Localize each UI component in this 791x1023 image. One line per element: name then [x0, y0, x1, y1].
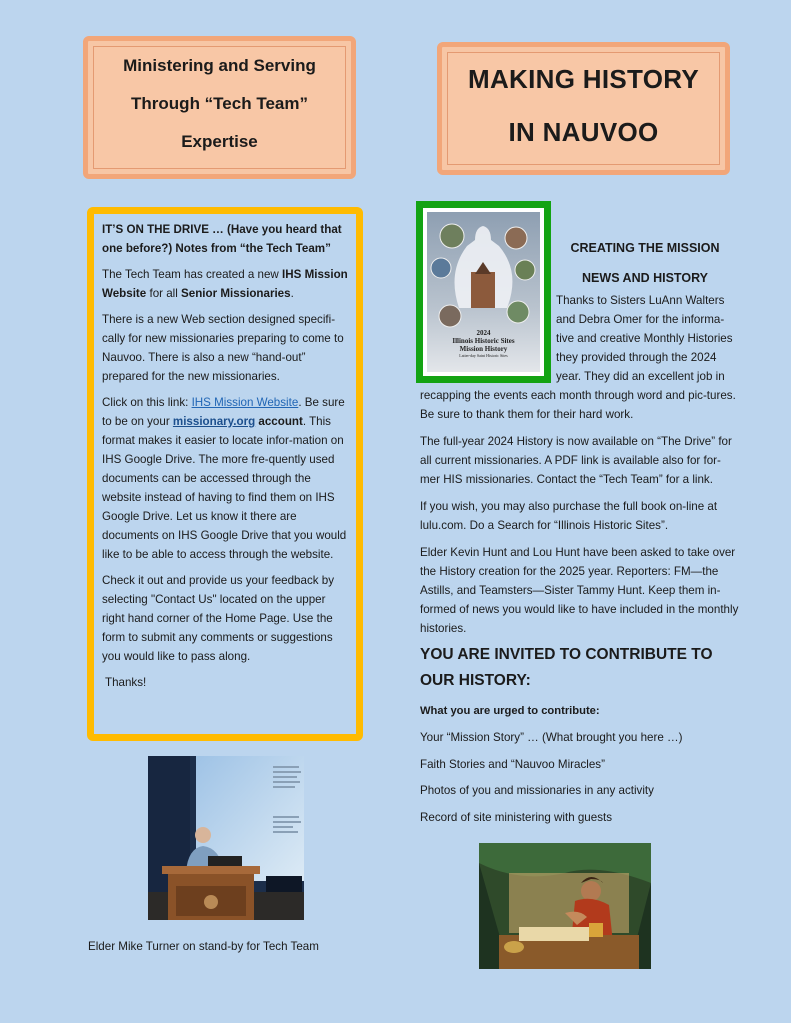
page-title-line: MAKING HISTORY: [468, 64, 699, 94]
page-title-line: IN NAUVOO: [508, 117, 659, 147]
right-header-box: [437, 42, 730, 175]
text-span: for all: [146, 287, 182, 300]
contribution-list: [420, 731, 740, 837]
news-body: [420, 386, 740, 646]
book-title-1: Illinois Historic Sites: [452, 337, 515, 345]
tech-team-notes-box: [87, 207, 363, 741]
left-header-line: Ministering and Serving: [123, 56, 316, 75]
text-span: . Be sure to be on your: [102, 396, 345, 428]
urged-label: What you are urged to contribute:: [420, 705, 600, 717]
news-paragraph: If you wish, you may also purchase the full book on-line at lulu.com. Do a Search for “Illinois Historic Sites”.: [420, 500, 718, 532]
bold-text: account: [255, 415, 303, 428]
text-span: The Tech Team has created a new: [102, 268, 283, 281]
text-span: .: [290, 287, 294, 300]
news-paragraph: recapping the events each month through word and pic-tures. Be sure to thank them for their hard work.: [420, 389, 736, 421]
list-item: Your “Mission Story” … (What brought you here …): [420, 731, 683, 744]
ihs-mission-website-link[interactable]: IHS Mission Website: [191, 396, 299, 409]
news-paragraph: The full-year 2024 History is now available on “The Drive” for all current missionaries. A PDF link is available also for for-mer HIS missionaries. Contact the “Tech Team” for a link.: [420, 435, 732, 486]
book-cover-frame: [416, 201, 551, 383]
news-paragraph: Elder Kevin Hunt and Lou Hunt have been asked to take over the History creation for the 2025 year. Reporters: FM—the Astills, and Teamsters—Sister Tammy Hunt. Keep them in-formed of news you would like to have included in the monthly histories.: [420, 546, 739, 635]
news-section-title: [556, 233, 734, 293]
bold-text: Senior Missionaries: [181, 287, 291, 300]
tech-team-photo: [148, 756, 304, 920]
photo-caption: Elder Mike Turner on stand-by for Tech Team: [88, 940, 319, 953]
left-header-line: Expertise: [181, 132, 258, 151]
notes-paragraph: Check it out and provide us your feedback by selecting "Contact Us" located on the upper right hand corner of the Home Page. Use the form to submit any comments or suggestions you would like to pass along.: [102, 574, 335, 663]
invite-title-line: OUR HISTORY:: [420, 672, 531, 689]
notes-paragraph: [102, 393, 350, 564]
invite-section-title: [420, 642, 740, 694]
text-span: . This format makes it easier to locate infor-mation on IHS Google Drive. The more fre-quently used documents can be accessed through the website instead of having to find them on IHS Google Drive. Let us know it there are documents on IHS Google Drive that you would like to be able to access through the website.: [102, 415, 347, 561]
notes-thanks: Thanks!: [105, 676, 147, 689]
invite-title-line: YOU ARE INVITED TO CONTRIBUTE TO: [420, 646, 713, 663]
bold-text: IHS Mission Website: [102, 268, 348, 300]
text-span: Click on this link:: [102, 396, 192, 409]
book-cover-image: [427, 212, 540, 372]
missionary-org-link[interactable]: missionary.org: [172, 415, 256, 428]
book-title-2: Mission History: [459, 345, 508, 353]
notes-heading: IT’S ON THE DRIVE … (Have you heard that one before?) Notes from “the Tech Team”: [102, 223, 342, 255]
news-title-line: NEWS AND HISTORY: [582, 271, 708, 285]
left-header-line: Through “Tech Team”: [131, 94, 308, 113]
news-title-line: CREATING THE MISSION: [570, 241, 720, 255]
list-item: Photos of you and missionaries in any activity: [420, 784, 654, 797]
book-year: 2024: [476, 329, 491, 337]
news-intro-text: Thanks to Sisters LuAnn Walters and Debra Omer for the informa-tive and creative Monthly Histories they provided through the 2024 year. They did an excellent job in: [556, 294, 733, 383]
notes-paragraph: There is a new Web section designed specifi-cally for new missionaries preparing to come to Nauvoo. There is also a new “hand-out” prepared for the new missionaries.: [102, 313, 344, 383]
page-title: [442, 53, 725, 159]
book-subtitle: Latter-day Saint Historic Sites: [459, 353, 508, 358]
left-header-title: [88, 47, 351, 161]
list-item: Faith Stories and “Nauvoo Miracles”: [420, 757, 605, 771]
left-header-box: [83, 36, 356, 179]
list-item: Record of site ministering with guests: [420, 810, 613, 824]
scribe-painting: [479, 843, 651, 969]
notes-paragraph: [102, 265, 350, 303]
